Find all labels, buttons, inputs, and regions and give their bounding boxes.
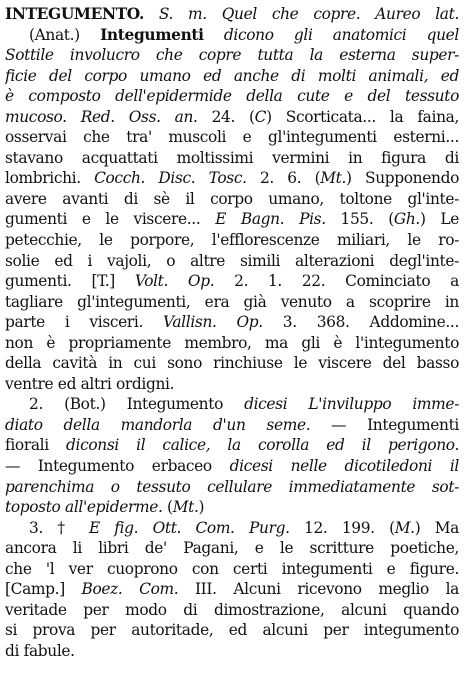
text-run: dicono gli anatomici quel	[203, 25, 459, 44]
text-run: non è propriamente membro, ma gli è l'integumento	[5, 333, 459, 352]
text-line	[5, 456, 459, 477]
text-run: mucoso. Red. Oss. an.	[5, 107, 198, 126]
text-run: 12. 199. (	[289, 518, 395, 537]
text-line	[5, 559, 459, 580]
text-line	[5, 477, 459, 498]
text-run	[144, 5, 159, 23]
text-run: III	[178, 580, 213, 599]
text-run: ancora li libri de' Pagani, e le scritture poetiche,	[5, 539, 459, 558]
text-run: avere avanti di sè il corpo umano, toltone gl'inte-	[5, 189, 459, 208]
text-run: E fig. Ott. Com. Purg.	[88, 518, 290, 537]
text-run: 2. 6. (	[246, 169, 321, 188]
text-run: si prova per autoritade, ed alcuni per integumento	[5, 621, 459, 640]
text-run: dicesi L'inviluppo imme-	[244, 395, 459, 414]
text-run: E Bagn. Pis.	[215, 210, 326, 229]
text-run: è composto dell'epidermide della cute e del tessuto	[5, 87, 459, 106]
text-line	[5, 127, 459, 148]
text-run: (Anat.)	[29, 25, 101, 44]
text-run: S. m. Quel che copre. Aureo lat.	[158, 5, 459, 23]
text-run: M.	[394, 518, 415, 537]
text-run: ventre ed altri ordigni.	[5, 374, 175, 393]
text-line	[5, 353, 459, 374]
text-line	[5, 579, 459, 600]
text-run: gumenti. [T.]	[5, 272, 135, 291]
text-run: della cavità in cui sono rinchiuse le viscere del basso	[5, 354, 459, 373]
text-run: 2. (Bot.) Integumento	[29, 395, 245, 414]
text-run: Mt.	[172, 498, 199, 517]
text-run: ) Ma	[414, 518, 459, 537]
text-run: lombrichi.	[5, 169, 95, 188]
text-line	[5, 86, 459, 107]
text-run: ) Le	[419, 210, 459, 229]
text-run: che 'l ver cuoprono con certi integumenti e figure.	[5, 559, 459, 578]
text-run: parenchima o tessuto cellulare immediatamente sot-	[5, 477, 459, 496]
text-run: Volt. Op.	[134, 272, 215, 291]
text-run: fiorali	[5, 436, 66, 455]
text-line	[5, 45, 459, 66]
text-line	[5, 271, 459, 292]
text-run: stavano acquattati moltissimi vermini in figura di	[5, 148, 459, 167]
text-run: Sottile involucro che copre tutta la esterna super-	[5, 46, 459, 65]
text-line	[5, 4, 459, 25]
text-run: C	[254, 107, 267, 126]
text-run: ) Supponendo	[346, 169, 459, 188]
text-line	[5, 107, 459, 128]
text-run: 2. 1. 22. Cominciato a	[214, 272, 459, 291]
text-run: Integumenti	[100, 25, 204, 44]
text-run: ) Scorticata... la faina,	[266, 107, 459, 126]
text-run: [Camp.]	[5, 580, 82, 599]
text-line	[5, 641, 459, 662]
text-run: di fabule.	[5, 641, 75, 660]
text-run: 3. 368. Addomine...	[262, 313, 459, 332]
text-line	[5, 497, 459, 518]
text-run: toposto all'epiderme.	[5, 498, 163, 517]
text-run: Mt.	[320, 169, 347, 188]
text-line	[5, 333, 459, 354]
text-line	[5, 374, 459, 395]
text-run: 24. (	[197, 107, 255, 126]
text-run: )	[198, 498, 205, 517]
text-run: INTEGUMENTO.	[5, 5, 144, 23]
text-run: petecchie, le porpore, l'efflorescenze miliari, le ro-	[5, 231, 459, 250]
text-run: — Integumenti	[310, 415, 459, 434]
text-run: ficie del corpo umano ed anche di molti animali, ed	[5, 66, 459, 85]
text-run: tagliare gl'integumenti, era già venuto a scoprire in	[5, 292, 459, 311]
text-run: 3. †	[29, 518, 89, 537]
text-run: solie ed i vajoli, o altre simili alterazioni degl'inte-	[5, 251, 459, 270]
text-run: Gh.	[393, 210, 420, 229]
text-line	[5, 415, 459, 436]
dictionary-entry-integumento	[5, 4, 459, 662]
text-run: 155. (	[325, 210, 394, 229]
text-run: parte i visceri.	[5, 313, 163, 332]
text-run: dicesi nelle dicotiledoni il	[229, 457, 459, 476]
text-line	[5, 148, 459, 169]
text-run: (	[162, 498, 173, 517]
text-line	[5, 394, 459, 415]
text-run: Cocch. Disc. Tosc.	[94, 169, 247, 188]
text-run: . Alcuni ricevono meglio la	[212, 580, 459, 599]
text-line	[5, 168, 459, 189]
text-run: diconsi il calice, la corolla ed il perigono.	[66, 436, 459, 455]
text-run: — Integumento erbaceo	[5, 457, 230, 476]
text-run: osservai che tra' muscoli e gl'integumenti esterni...	[5, 128, 459, 147]
text-line	[5, 25, 459, 46]
text-line	[5, 518, 459, 539]
text-run: diato della mandorla d'un seme.	[5, 415, 311, 434]
text-run: Vallisn. Op.	[163, 313, 263, 332]
text-line	[5, 312, 459, 333]
text-line	[5, 620, 459, 641]
text-line	[5, 66, 459, 87]
text-line	[5, 600, 459, 621]
text-line	[5, 251, 459, 272]
text-run: gumenti e le viscere...	[5, 210, 216, 229]
text-line	[5, 189, 459, 210]
text-line	[5, 230, 459, 251]
text-line	[5, 292, 459, 313]
text-line	[5, 538, 459, 559]
text-run: Boez. Com.	[81, 580, 179, 599]
text-line	[5, 435, 459, 456]
text-run: veritade per modo di dimostrazione, alcuni quando	[5, 600, 459, 619]
text-line	[5, 209, 459, 230]
